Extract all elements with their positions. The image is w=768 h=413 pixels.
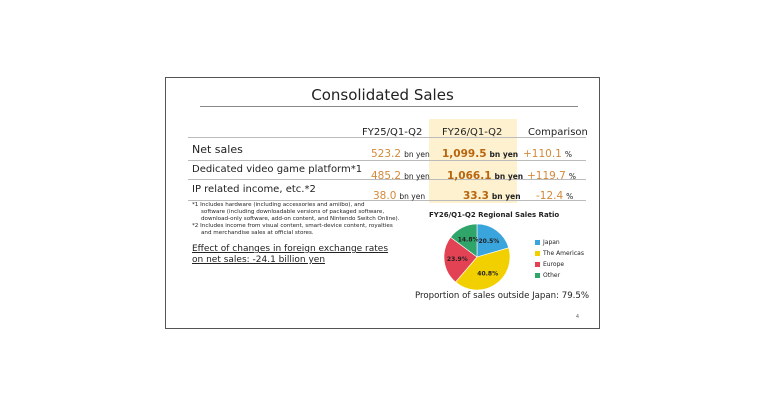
pie-value-label: 14.8%: [457, 236, 479, 244]
ip-income-fy26: 33.3 bn yen: [463, 190, 521, 202]
row-divider: [188, 137, 586, 138]
dedicated-platform-fy25: 485.2 bn yen: [371, 170, 430, 182]
net-sales-fy26: 1,099.5 bn yen: [442, 148, 519, 160]
legend-label: Other: [543, 272, 561, 279]
slide-title: Consolidated Sales: [311, 86, 454, 104]
dedicated-platform-fy26: 1,066.1 bn yen: [447, 170, 524, 182]
slide: [165, 77, 600, 329]
legend-label: The Americas: [543, 250, 584, 257]
row-label-ip-income: IP related income, etc.*2: [192, 184, 316, 195]
pie-value-label: 20.5%: [478, 238, 500, 246]
ip-income-comparison: -12.4 %: [536, 190, 574, 202]
legend-swatch: [535, 262, 540, 267]
column-header-fy25: FY25/Q1-Q2: [362, 127, 423, 138]
dedicated-platform-comparison: +119.7 %: [527, 170, 576, 182]
legend-item-japan: [535, 237, 584, 248]
legend-swatch: [535, 251, 540, 256]
page-number: 4: [575, 314, 579, 320]
footnotes: [192, 202, 412, 237]
row-label-dedicated-platform: Dedicated video game platform*1: [192, 164, 363, 175]
column-header-fy26: FY26/Q1-Q2: [442, 127, 503, 138]
pie-legend: [535, 237, 584, 281]
footnote-line: *1 Includes hardware (including accessories and amiibo), and: [192, 202, 365, 208]
footnote-line: software (including downloadable versions of packaged software,: [201, 209, 385, 215]
legend-label: Japan: [543, 239, 560, 246]
legend-item-the-americas: [535, 248, 584, 259]
pie-value-label: 23.9%: [446, 256, 468, 264]
pie-value-label: 40.8%: [477, 270, 499, 278]
footnote-line: download-only software, add-on content, and Nintendo Switch Online).: [201, 216, 400, 222]
footnote-line: and merchandise sales at official stores.: [201, 230, 314, 236]
legend-swatch: [535, 273, 540, 278]
legend-label: Europe: [543, 261, 565, 268]
fx-effect-note: Effect of changes in foreign exchange rates on net sales: -24.1 billion yen: [192, 244, 389, 265]
footnote-line: *2 Includes income from visual content, smart-device content, royalties: [192, 223, 393, 229]
column-header-comparison: Comparison: [528, 127, 588, 138]
net-sales-fy25: 523.2 bn yen: [371, 148, 430, 160]
pie-chart-title: FY26/Q1-Q2 Regional Sales Ratio: [429, 211, 560, 219]
ip-income-fy25: 38.0 bn yen: [373, 190, 426, 202]
regional-sales-pie-chart: [442, 222, 512, 292]
row-label-net-sales: Net sales: [192, 143, 243, 156]
legend-item-europe: [535, 259, 584, 270]
proportion-outside-japan: Proportion of sales outside Japan: 79.5%: [415, 291, 590, 301]
net-sales-comparison: +110.1 %: [523, 148, 572, 160]
legend-swatch: [535, 240, 540, 245]
legend-item-other: [535, 270, 584, 281]
title-divider: [200, 106, 578, 107]
